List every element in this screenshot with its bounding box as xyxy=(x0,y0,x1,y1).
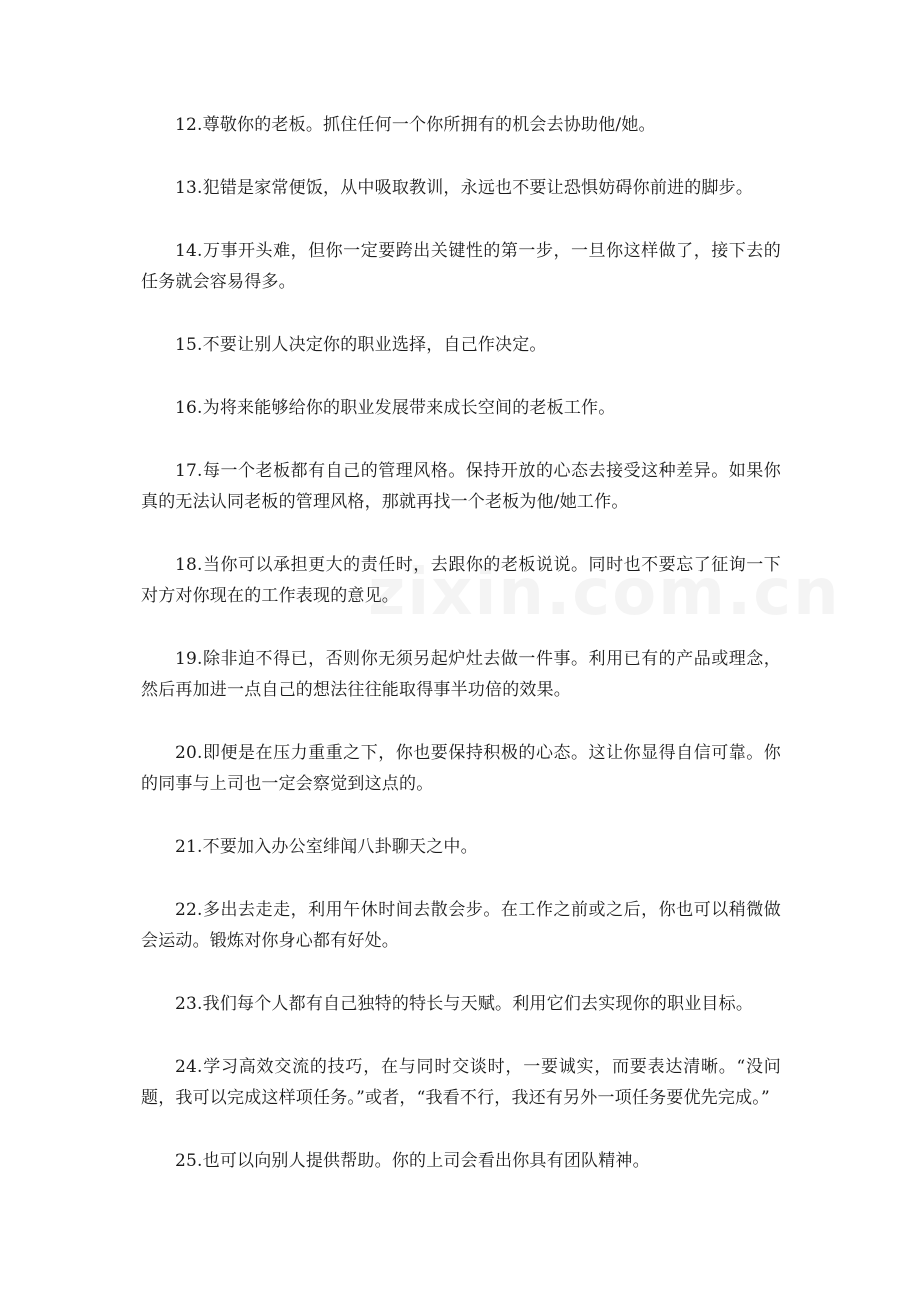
paragraph-12: 12.尊敬你的老板。抓住任何一个你所拥有的机会去协助他/她。 xyxy=(175,115,656,135)
paragraph-20: 20.即便是在压力重重之下，你也要保持积极的心态。这让你显得自信可靠。你的同事与上司也一定会察觉到这点的。 xyxy=(141,743,781,794)
paragraph-14: 14.万事开头难，但你一定要跨出关键性的第一步，一旦你这样做了，接下去的任务就会容易得多。 xyxy=(141,241,781,292)
paragraph-13: 13.犯错是家常便饭，从中吸取教训，永远也不要让恐惧妨碍你前进的脚步。 xyxy=(175,178,754,198)
paragraph-17: 17.每一个老板都有自己的管理风格。保持开放的心态去接受这种差异。如果你真的无法认同老板的管理风格，那就再找一个老板为他/她工作。 xyxy=(141,461,781,512)
paragraph-19: 19.除非迫不得已，否则你无须另起炉灶去做一件事。利用已有的产品或理念，然后再加进一点自己的想法往往能取得事半功倍的效果。 xyxy=(141,649,781,700)
paragraph-16: 16.为将来能够给你的职业发展带来成长空间的老板工作。 xyxy=(175,398,616,418)
paragraph-25: 25.也可以向别人提供帮助。你的上司会看出你具有团队精神。 xyxy=(175,1151,650,1171)
paragraph-22: 22.多出去走走，利用午休时间去散会步。在工作之前或之后，你也可以稍微做会运动。锻炼对你身心都有好处。 xyxy=(141,900,781,951)
paragraph-24: 24.学习高效交流的技巧，在与同时交谈时，一要诚实，而要表达清晰。“没问题，我可以完成这样项任务。”或者，“我看不行，我还有另外一项任务要优先完成。” xyxy=(141,1057,781,1108)
paragraph-21: 21.不要加入办公室绯闻八卦聊天之中。 xyxy=(175,837,478,857)
paragraph-23: 23.我们每个人都有自己独特的特长与天赋。利用它们去实现你的职业目标。 xyxy=(175,994,754,1014)
paragraph-18: 18.当你可以承担更大的责任时，去跟你的老板说说。同时也不要忘了征询一下对方对你现在的工作表现的意见。 xyxy=(141,555,781,606)
document-body xyxy=(141,110,781,1209)
paragraph-15: 15.不要让别人决定你的职业选择，自己作决定。 xyxy=(175,335,547,355)
